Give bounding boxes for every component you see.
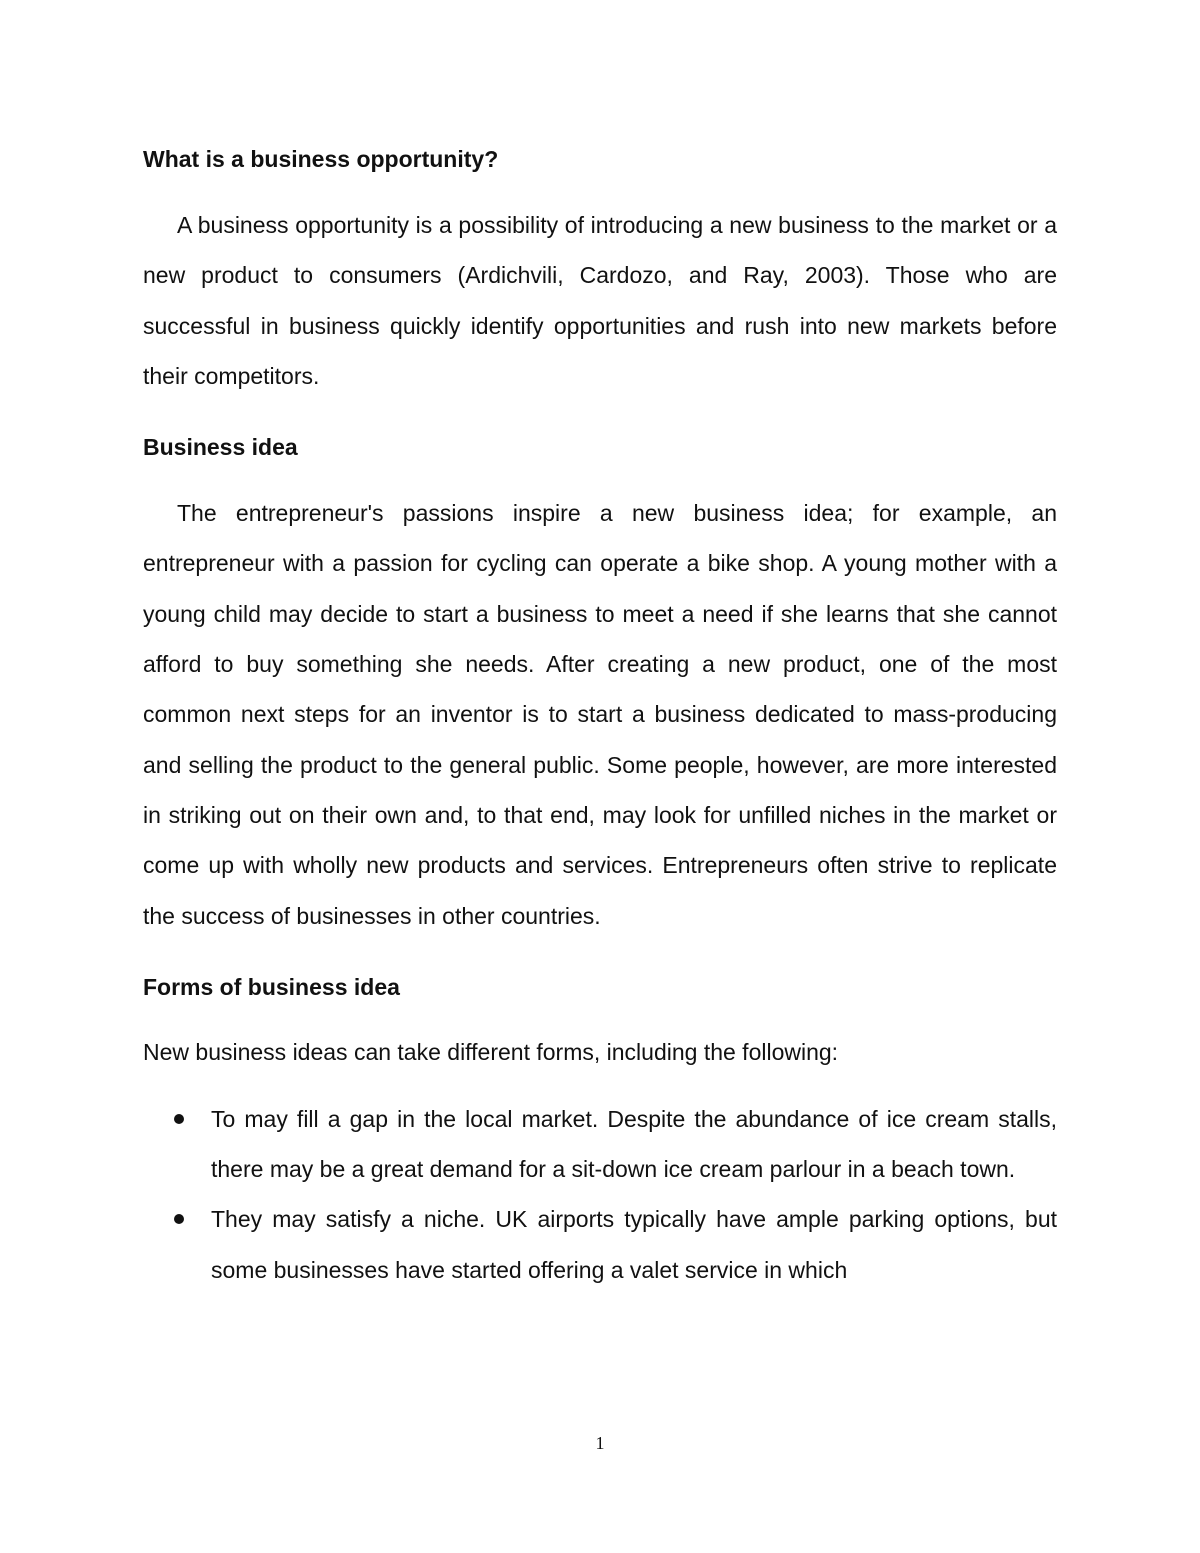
page-body bbox=[143, 142, 1057, 1295]
section-heading-business-opportunity: What is a business opportunity? bbox=[143, 146, 499, 172]
paragraph-business-idea: The entrepreneur's passions inspire a new business idea; for example, an entrepreneur with a passion for cycling can operate a bike shop. A young mother with a young child may decide to start a business to meet a need if she learns that she cannot afford to buy something she needs. After creating a new product, one of the most common next steps for an inventor is to start a business dedicated to mass-producing and selling the product to the general public. Some people, however, are more interested in striking out on their own and, to that end, may look for unfilled niches in the market or come up with wholly new products and services. Entrepreneurs often strive to replicate the success of businesses in other countries. bbox=[143, 500, 1057, 929]
paragraph-business-opportunity: A business opportunity is a possibility of introducing a new business to the market or a new product to consumers (Ardichvili, Cardozo, and Ray, 2003). Those who are successful in business quickly identify opportunities and rush into new markets before their competitors. bbox=[143, 212, 1057, 389]
list-item-text: They may satisfy a niche. UK airports typically have ample parking options, but some businesses have started offering a valet service in which bbox=[211, 1206, 1057, 1283]
page-number: 1 bbox=[595, 1433, 605, 1453]
section-heading-business-idea: Business idea bbox=[143, 434, 298, 461]
list-item-text: To may fill a gap in the local market. Despite the abundance of ice cream stalls, there may be a great demand for a sit-down ice cream parlour in a beach town. bbox=[211, 1105, 1057, 1183]
bullet-list bbox=[143, 1094, 1057, 1295]
paragraph-forms-intro: New business ideas can take different forms, including the following: bbox=[143, 1038, 839, 1065]
list-item bbox=[143, 1194, 1057, 1295]
bullet-icon bbox=[174, 1114, 184, 1124]
list-item bbox=[143, 1094, 1057, 1195]
bullet-icon bbox=[174, 1214, 184, 1224]
section-heading-forms-of-business-idea: Forms of business idea bbox=[143, 973, 400, 1000]
